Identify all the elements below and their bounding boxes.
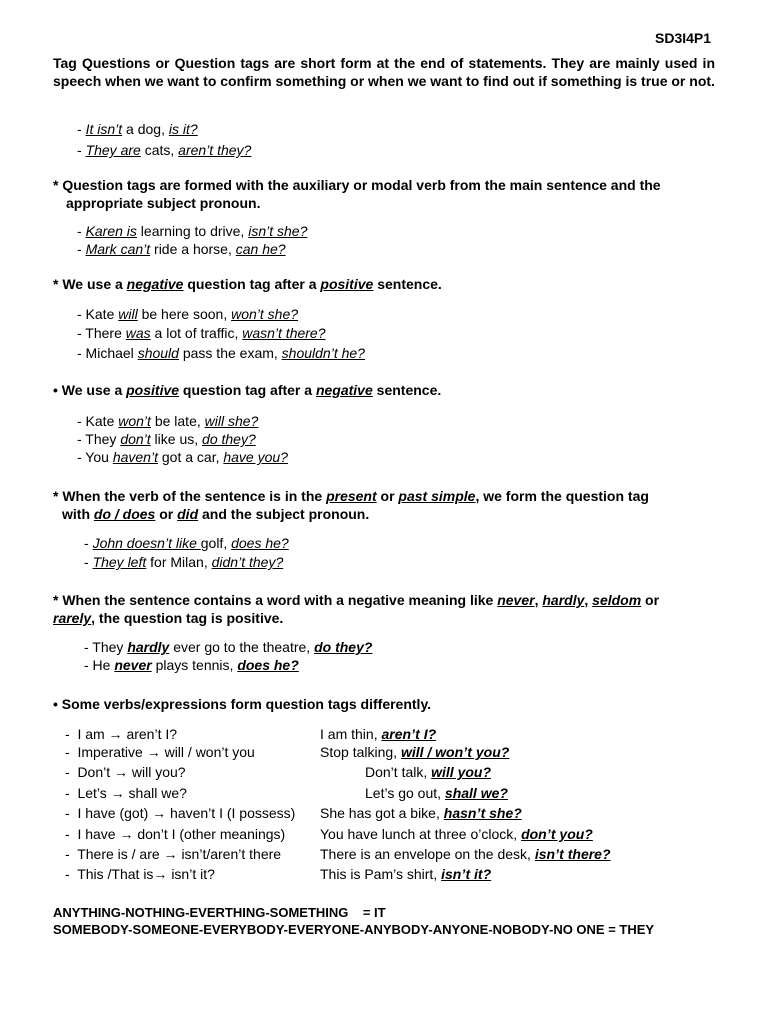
table-left-cell: - I have (got) → haven’t I (I possess)	[65, 805, 296, 821]
example-line: - You haven’t got a car, have you?	[77, 449, 288, 465]
table-right-cell: I am thin, aren’t I?	[320, 726, 437, 742]
example-line: - Mark can’t ride a horse, can he?	[77, 241, 286, 257]
table-right-cell: Don’t talk, will you?	[365, 764, 492, 780]
example-line: - They hardly ever go to the theatre, do they?	[84, 639, 373, 655]
example-line: - There was a lot of traffic, wasn’t there?	[77, 325, 326, 341]
rule-positive-tag: • We use a positive question tag after a negative sentence.	[53, 382, 442, 398]
footer-rule-they: SOMEBODY-SOMEONE-EVERYBODY-EVERYONE-ANYBODY-ANYONE-NOBODY-NO ONE = THEY	[53, 922, 655, 937]
intro-paragraph: Tag Questions or Question tags are short form at the end of statements. They are mainly used in speech when we want to confirm something or when we want to find out if something is true or not.	[53, 55, 715, 89]
table-left-cell: - Don’t → will you?	[65, 764, 186, 780]
table-left-cell: - Imperative → will / won’t you	[65, 744, 255, 760]
rule-present-past: * When the verb of the sentence is in the present or past simple, we form the question tag with do / does or did and the subject pronoun.	[53, 488, 649, 522]
table-right-cell: Let’s go out, shall we?	[365, 785, 508, 801]
rule-special-verbs: • Some verbs/expressions form question tags differently.	[53, 696, 432, 712]
table-right-cell: Stop talking, will / won’t you?	[320, 744, 510, 760]
example-line: - Kate will be here soon, won’t she?	[77, 306, 299, 322]
table-right-cell: This is Pam’s shirt, isn’t it?	[320, 866, 492, 882]
table-right-cell: She has got a bike, hasn’t she?	[320, 805, 522, 821]
example-line: - He never plays tennis, does he?	[84, 657, 299, 673]
example-line: - It isn’t a dog, is it?	[77, 121, 198, 137]
footer-rule-it: ANYTHING-NOTHING-EVERTHING-SOMETHING = IT	[53, 905, 386, 920]
table-left-cell: - This /That is→ isn’t it?	[65, 866, 215, 882]
example-line: - They are cats, aren’t they?	[77, 142, 252, 158]
example-line: - Kate won’t be late, will she?	[77, 413, 259, 429]
example-line: - They left for Milan, didn’t they?	[84, 554, 284, 570]
example-line: - They don’t like us, do they?	[77, 431, 256, 447]
table-left-cell: - I am → aren’t I?	[65, 726, 178, 742]
example-line: - Michael should pass the exam, shouldn’t he?	[77, 345, 365, 361]
document-code: SD3I4P1	[655, 30, 712, 46]
table-right-cell: There is an envelope on the desk, isn’t there?	[320, 846, 611, 862]
example-line: - John doesn’t like golf, does he?	[84, 535, 289, 551]
table-left-cell: - There is / are → isn’t/aren’t there	[65, 846, 282, 862]
table-left-cell: - I have → don’t I (other meanings)	[65, 826, 286, 842]
table-right-cell: You have lunch at three o’clock, don’t you?	[320, 826, 593, 842]
rule-formation: * Question tags are formed with the auxiliary or modal verb from the main sentence and the appropriate subject pronoun.	[53, 177, 661, 211]
rule-negative-meaning: * When the sentence contains a word with a negative meaning like never, hardly, seldom or rarely, the question tag is positive.	[53, 592, 660, 626]
table-left-cell: - Let’s → shall we?	[65, 785, 187, 801]
rule-negative-tag: * We use a negative question tag after a positive sentence.	[53, 276, 442, 292]
example-line: - Karen is learning to drive, isn’t she?	[77, 223, 308, 239]
